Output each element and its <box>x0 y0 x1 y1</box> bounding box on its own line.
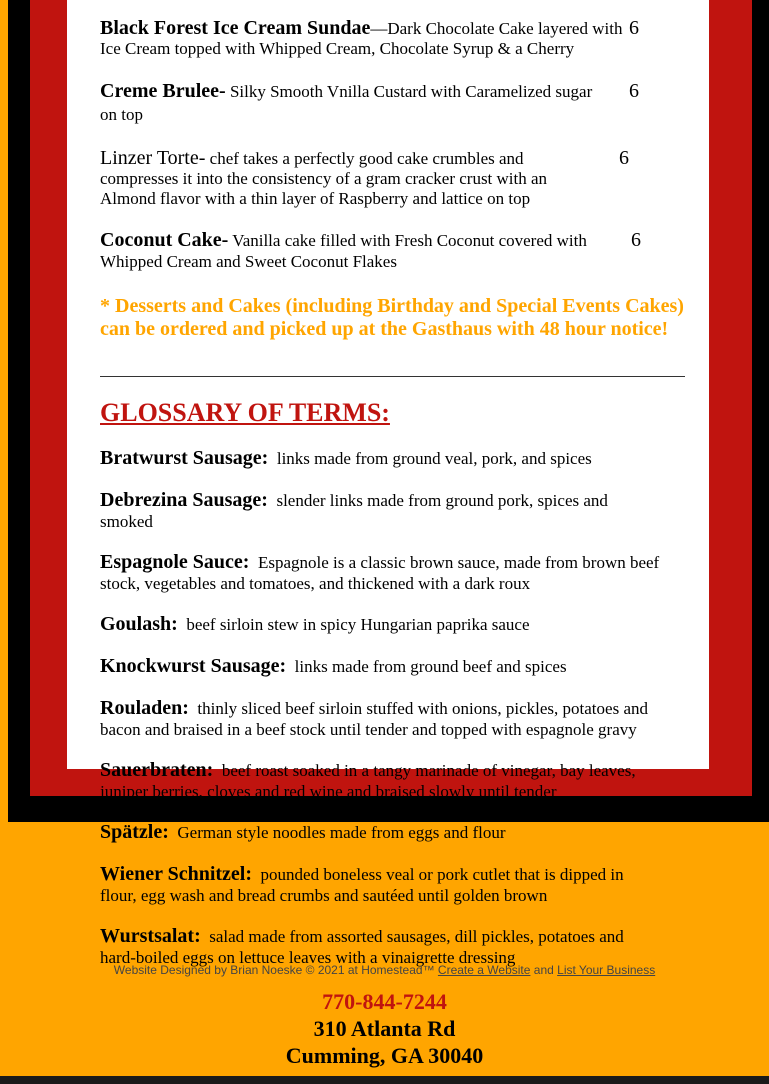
glossary-term <box>100 760 675 802</box>
term-name: Goulash: <box>100 613 178 635</box>
glossary-term <box>100 552 690 594</box>
divider <box>100 376 685 377</box>
term-name: Wurstsalat: <box>100 925 201 947</box>
term-desc: German style noodles made from eggs and flour <box>177 823 506 842</box>
dessert-item <box>100 229 641 272</box>
term-name: Wiener Schnitzel: <box>100 863 253 885</box>
dessert-name: Coconut Cake- <box>100 229 229 251</box>
dessert-desc: Silky Smooth Vnilla Custard with Caramelized sugar on top <box>100 82 593 124</box>
dessert-price: 6 <box>629 17 639 39</box>
glossary-term <box>100 448 690 469</box>
address-line1: 310 Atlanta Rd <box>313 1016 456 1041</box>
glossary-title: GLOSSARY OF TERMS: <box>100 398 390 427</box>
term-desc: links made from ground beef and spices <box>294 657 567 676</box>
address-line2: Cumming, GA 30040 <box>285 1043 484 1068</box>
dessert-price: 6 <box>619 147 629 169</box>
dessert-separator: — <box>370 19 388 38</box>
dessert-desc: chef takes a perfectly good cake crumbles and compresses it into the consistency of a gram cracker crust with an Almond flavor with a thin layer of Raspberry and lattice on top <box>100 149 548 208</box>
dessert-desc: Dark Chocolate Cake layered with Ice Cream topped with Whipped Cream, Chocolate Syrup & a Cherry <box>100 19 623 58</box>
term-name: Espagnole Sauce: <box>100 551 250 573</box>
term-desc: pounded boneless veal or pork cutlet that is dipped in flour, egg wash and bread crumbs and sautéed until golden brown <box>100 865 624 905</box>
dessert-item <box>100 80 639 126</box>
dessert-name: Creme Brulee- <box>100 80 226 102</box>
footer-credit <box>0 963 769 977</box>
term-name: Rouladen: <box>100 697 189 719</box>
term-desc: salad made from assorted sausages, dill pickles, potatoes and hard-boiled eggs on lettuce leaves with a vinaigrette dressing <box>100 927 624 967</box>
glossary-term <box>100 926 660 968</box>
dessert-item <box>100 147 629 209</box>
list-business-link[interactable]: List Your Business <box>557 963 656 977</box>
glossary-term <box>100 614 690 635</box>
dessert-price: 6 <box>629 80 639 102</box>
term-desc: beef sirloin stew in spicy Hungarian paprika sauce <box>186 615 530 634</box>
term-name: Sauerbraten: <box>100 759 214 781</box>
term-name: Bratwurst Sausage: <box>100 447 269 469</box>
order-notice: * Desserts and Cakes (including Birthday and Special Events Cakes) can be ordered and picked up at the Gasthaus with 48 hour notice! <box>100 295 684 340</box>
dessert-name: Linzer Torte- <box>100 147 206 169</box>
dessert-name: Black Forest Ice Cream Sundae <box>100 17 371 39</box>
bottom-bar <box>0 1076 769 1084</box>
term-name: Spätzle: <box>100 821 169 843</box>
glossary-term <box>100 490 645 532</box>
term-desc: links made from ground veal, pork, and spices <box>276 449 592 468</box>
term-desc: slender links made from ground pork, spices and smoked <box>100 491 608 531</box>
phone-number[interactable]: 770-844-7244 <box>322 989 447 1014</box>
glossary-term <box>100 656 690 677</box>
credit-and: and <box>533 963 554 977</box>
dessert-price: 6 <box>631 229 641 251</box>
create-website-link[interactable]: Create a Website <box>437 963 531 977</box>
dessert-item <box>100 18 645 59</box>
glossary-term <box>100 864 660 906</box>
dessert-desc: Vanilla cake filled with Fresh Coconut covered with Whipped Cream and Sweet Coconut Flakes <box>100 231 587 271</box>
term-name: Knockwurst Sausage: <box>100 655 287 677</box>
credit-text: Website Designed by Brian Noeske © 2021 at Homestead™ <box>113 963 435 977</box>
term-desc: thinly sliced beef sirloin stuffed with onions, pickles, potatoes and bacon and braised in a beef stock until tender and topped with espagnole gravy <box>100 699 648 739</box>
term-desc: beef roast soaked in a tangy marinade of vinegar, bay leaves, juniper berries, cloves and red wine and braised slowly until tender <box>100 761 636 801</box>
glossary-term <box>100 822 690 843</box>
term-desc: Espagnole is a classic brown sauce, made from brown beef stock, vegetables and tomatoes, and thickened with a dark roux <box>100 553 660 593</box>
term-name: Debrezina Sausage: <box>100 489 268 511</box>
glossary-term <box>100 698 690 740</box>
